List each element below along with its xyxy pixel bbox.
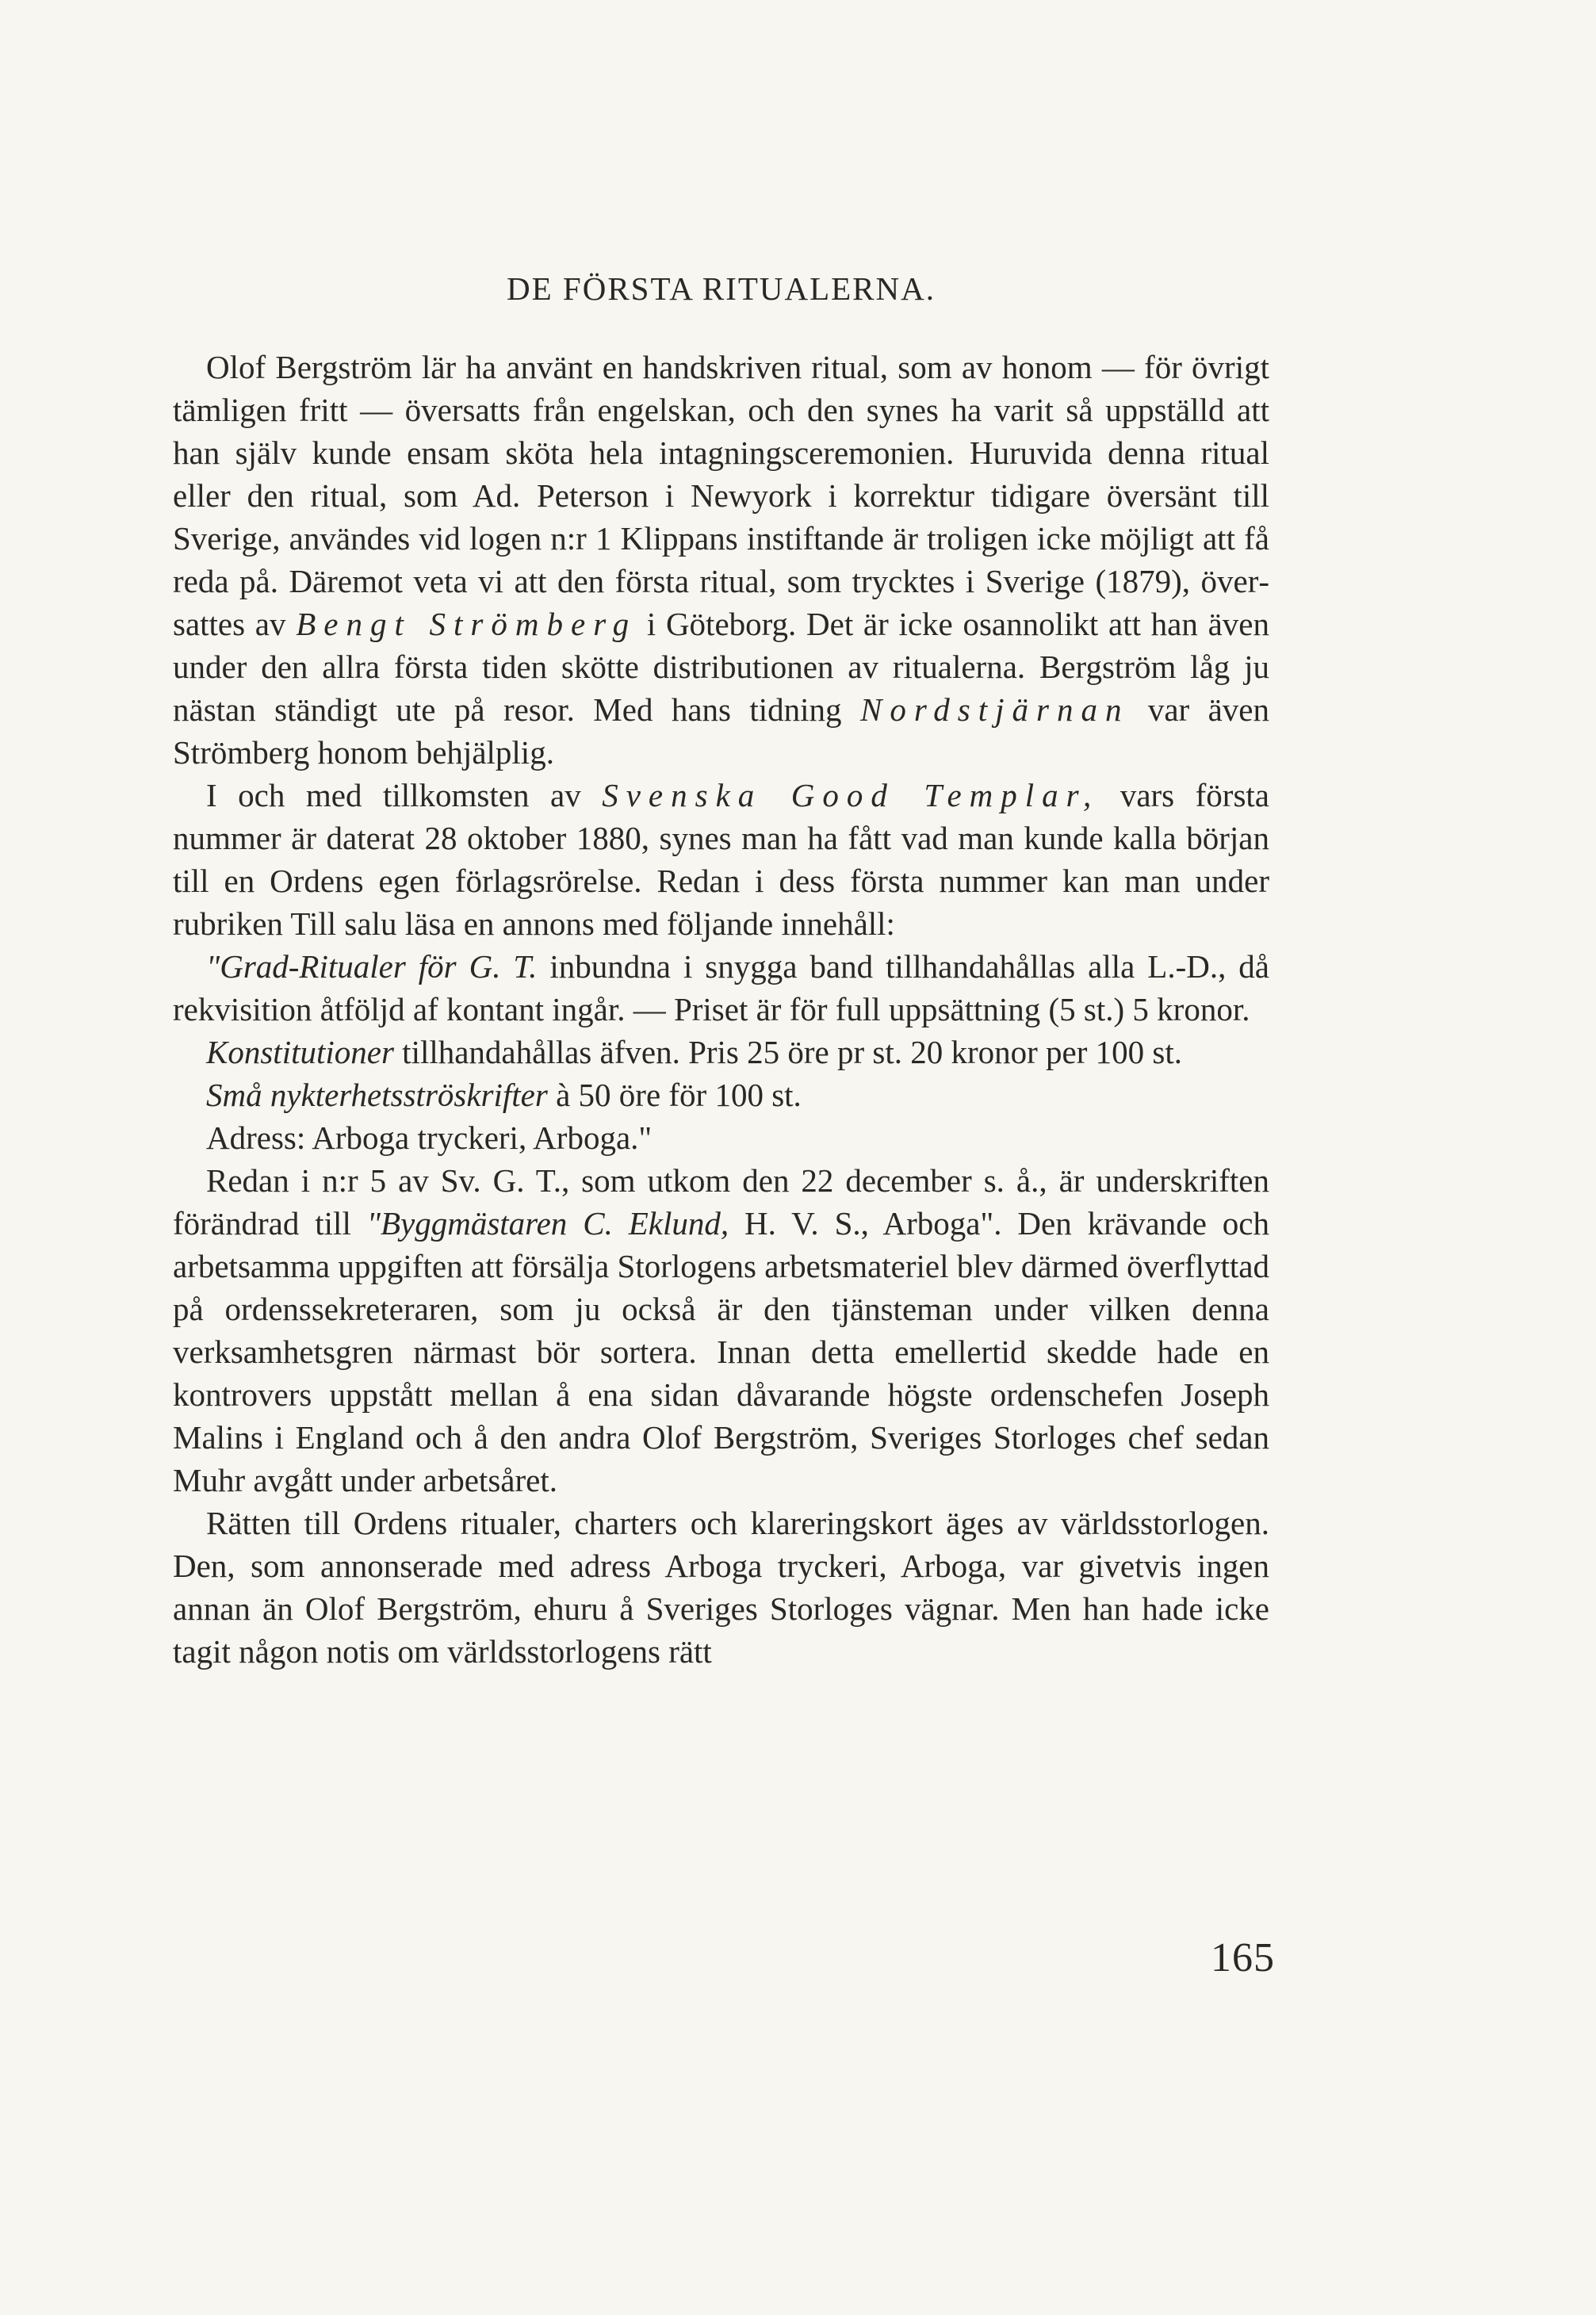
paragraph-3-text-b: H. V. S., Arboga". Den krävande och arbetsamma uppgiften att försälja Storlogens arbetsmateriel blev därmed överflyttad på ordenssekreteraren, som ju också är den tjänsteman under vilken denna verksamhetsgren närmast bör sortera. Innan detta emellertid skedde hade en kontrovers uppstått mellan å ena sidan dåvarande högste ordenschefen Joseph Malins i England och å den andra Olof Bergström, Sveriges Storloges chef sedan Muhr avgått under arbetsåret.	[173, 1205, 1270, 1498]
name-byggmastaren: "Byggmästaren C. Eklund,	[366, 1205, 729, 1242]
ad-line-2-text: tillhandahållas äfven. Pris 25 öre pr st. 20 kronor per 100 st.	[393, 1034, 1182, 1070]
name-svenska-good-templar: Svenska Good Templar,	[602, 777, 1100, 813]
name-bengt-stromberg: Bengt Strömberg	[296, 606, 637, 642]
paragraph-2-text-b: vars första nummer är daterat 28 oktober 1880, synes man ha fått vad man kunde kalla början till en Ordens egen förlagsrörelse. Redan i dess första nummer kan man under rubriken Till salu läsa en annons med följande innehåll:	[173, 777, 1269, 942]
paragraph-2-text-a: I och med tillkomsten av	[206, 777, 603, 813]
chapter-heading: DE FÖRSTA RITUALERNA.	[507, 270, 936, 307]
ad-line-1-text: inbundna i snygga band tillhandahållas alla L.-D., då rekvisition åtföljd af kontant ingår. — Priset är för full uppsättning (5 st.) 5 kronor.	[173, 948, 1269, 1027]
ad-sma-skrifter: Små nykterhetsströskrifter	[206, 1077, 548, 1113]
paragraph-2	[173, 774, 1269, 945]
advertisement-line-3	[173, 1073, 1269, 1116]
advertisement-line-2	[173, 1031, 1269, 1073]
paragraph-4-text: Rätten till Ordens ritualer, charters och klareringskort äges av världsstorlogen. Den, som annonserade med adress Arboga tryckeri, Arboga, var givetvis ingen annan än Olof Bergström, ehuru å Sveriges Storloges vägnar. Men han hade icke tagit någon notis om världsstorlogens rätt	[173, 1505, 1269, 1670]
page-body	[173, 270, 1269, 1673]
advertisement-line-1	[173, 945, 1269, 1031]
paragraph-3	[173, 1159, 1269, 1502]
ad-line-3-text: à 50 öre för 100 st.	[547, 1077, 802, 1113]
page-number: 165	[1211, 1935, 1275, 1980]
paragraph-1-text-a: Olof Bergström lär ha använt en handskriven ritual, som av honom — för övrigt tämligen fritt — översatts från engelskan, och den synes ha varit så uppställd att han själv kunde ensam sköta hela intagningsceremonien. Huruvida denna ritual eller den ritual, som Ad. Peterson i Newyork i korrektur tidigare översänt till Sverige, användes vid logen n:r 1 Klippans instiftande är troligen icke möjligt att få reda på. Däremot veta vi att den första ritual, som trycktes i Sverige (1879), översattes av	[173, 349, 1269, 642]
ad-address: Adress: Arboga tryckeri, Arboga."	[206, 1119, 653, 1156]
paragraph-1-text-c: var även Strömberg honom behjälplig.	[173, 691, 1269, 771]
paragraph-4	[173, 1502, 1269, 1673]
paragraph-1-text-b: i Göteborg. Det är icke osannolikt att han även under den allra första tiden skötte distributionen av ritualerna. Bergström låg ju nästan ständigt ute på resor. Med hans tidning	[173, 606, 1269, 728]
ad-konstitutioner: Konstitutioner	[206, 1034, 394, 1070]
advertisement-line-4	[173, 1116, 1269, 1159]
paragraph-3-text-a: Redan i n:r 5 av Sv. G. T., som utkom den 22 december s. å., är underskriften förändrad till	[173, 1162, 1269, 1242]
paragraph-1	[173, 346, 1269, 774]
name-nordstjarnan: Nordstjärnan	[859, 691, 1130, 728]
ad-grad-ritualer: "Grad-Ritualer för G. T.	[206, 948, 538, 985]
